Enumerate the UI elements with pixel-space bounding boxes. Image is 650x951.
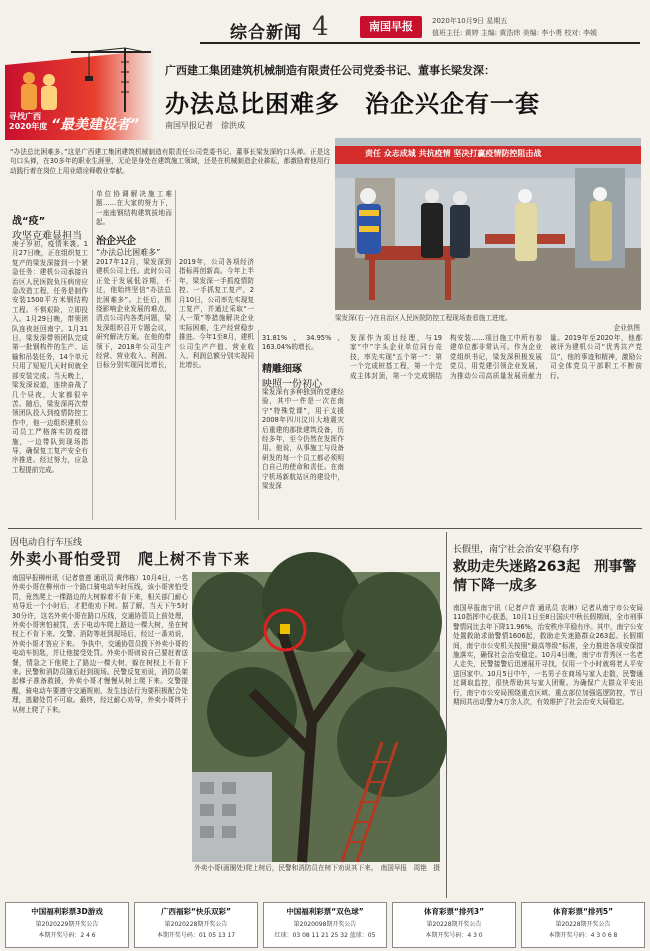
photo-banner-text: 责任 众志成城 共抗疫情 坚决打赢疫情防控阻击战 xyxy=(365,149,542,158)
right-kicker: 长假里，南宁社会治安平稳有序 xyxy=(453,545,580,555)
subhead-craftsmanship-sub: 映照一份初心 xyxy=(262,379,322,390)
lead-byline: 南国早报记者 徐洪成 xyxy=(165,121,245,130)
ad-title: 体育彩票“排列3” xyxy=(423,907,485,916)
construction-site-image xyxy=(335,138,641,310)
right-body: 南国早报南宁讯（记者卢青 通讯员 农琳）记者从南宁市公安局110指挥中心获悉，10月1日至8日国庆中秋长假期间，全市刑事警情同比去年下降11.96%，治安秩序平稳有序。其中，南宁公安处置救助求助警情1606起，救助走失迷路群众263起。长假期间，南宁市公安机关按照“最高等级”标准，全力推进各项安保措施落实，确保社会治安稳定。10月4日晚，南宁市青秀区一名老人走失，民警接警后迅速展开寻找，仅用一个小时就将老人平安送回家中。10月5日中午，一名男子在商场与家人走散，民警通过调取监控，很快帮助其与家人团聚。为确保广大群众平安出行，南宁市公安局围绕重点区域、重点部位加强巡逻防控，节日期间共出动警力4万余人次，有效维护了社会治安大局稳定。 xyxy=(453,604,643,707)
subhead-fight-epidemic-sub: 攻坚克难显担当 xyxy=(12,231,82,242)
lead-column-3: 梁发深有多种独到的党建经验，其中一件是一次在南宁“特殊党课”，用于支援2008年四川汶川大地震灾后重建的那批建筑设备，历经多年，至今仍然在发挥作用。他说，从事施工与设备研发的每一个员工都必须明白自己的使命和责任。在南宁机场新航站区的建设中，梁发深 xyxy=(262,388,344,491)
ad-pick3 xyxy=(392,902,516,948)
lead-column-4: 发深作为项目经理，与19家“中”字头企业单位同台竞技，率先实现“五个第一”：第一个完成桩基工程，第一个完成主体封顶，第一个完成钢结构安装……项目施工中所有参建单位都非常认可。作为企业党组织书记，梁发深积极发展党员，用党建引领企业发展，为推动公司高质量发展贡献力量。2019年至2020年，他都被评为建机公司“优秀共产党员”，他的事迹和精神，激励公司全体党员干部职工不断前行。 xyxy=(350,334,642,380)
crane-icon xyxy=(65,42,153,112)
tree-image xyxy=(192,572,440,862)
lead-kicker: 广西建工集团建筑机械制造有限责任公司党委书记、董事长梁发深： xyxy=(165,64,495,77)
lead-intro: “办法总比困难多。”这是广西建工集团建筑机械制造有限责任公司党委书记、董事长梁发深的口头禅。正是这句口头禅，在30多年的职业生涯里，无论是身处在建筑施工领域，还是在机械制造企业耕耘，都激励着他用行动践行着在岗位上用业绩诠释敬业奉献。 xyxy=(10,148,330,175)
ad-line: 第2020228期开奖公告 xyxy=(164,921,228,928)
lead-column-2: 2017年12月，梁发深到建机公司上任。此时公司正处于发展低谷期，不过，他始终坚信“办法总比困难多”。上任后，围绕影响企业发展的难点，清点公司内各类问题，梁发深组织召开专题会议，研究解决方案。在他的带领下，2018年公司生产经营、营业收入、利润、目标分别实现同比增长，2019年，公司各项经济指标再创新高。今年上半年，梁发深一手抓疫情防控、一手抓复工复产，2月10日，公司率先实现复工复产，并通过采取“一人一策”等措施解决企业实际困难，生产经营稳步推进。今年1至8月，建机公司生产产值、营业收入、利润总额分别实现同比增长。 xyxy=(96,258,254,370)
lottery-ads xyxy=(5,902,645,948)
section-title: 综合新闻 xyxy=(230,23,302,43)
ad-happy-double xyxy=(134,902,258,948)
editor-credits: 值班主任: 黄婷 主编: 黄浩炜 美编: 李小勇 校对: 李媛 xyxy=(432,29,598,37)
ad-title: 广西福彩“快乐双彩” xyxy=(161,907,231,916)
lead-column-3-lead: 31.81%、34.95%、163.04%的增长。 xyxy=(262,334,344,352)
ad-title: 中国福利彩票“双色球” xyxy=(286,907,364,916)
lead-photo-credit: 企业供图 xyxy=(613,324,640,332)
ad-3d xyxy=(5,902,129,948)
lead-photo xyxy=(335,138,641,310)
lead-sub-head-3 xyxy=(262,360,344,390)
subhead-fight-epidemic: 战“疫” xyxy=(12,216,46,227)
lead-headline: 办法总比困难多 治企兴企有一套 xyxy=(165,90,540,118)
ad-pick5 xyxy=(521,902,645,948)
ad-line: 第20228期开奖公告 xyxy=(555,921,611,928)
subhead-manage-enterprise-sub: “办法总比困难多” xyxy=(96,248,161,257)
ad-line: 本期开奖号码：2 4 6 xyxy=(38,932,96,939)
lower-left-column xyxy=(12,574,188,898)
subhead-manage-enterprise: 治企兴企 xyxy=(96,236,136,247)
ad-line: 第2020229期开奖公告 xyxy=(35,921,99,928)
page-number: 4 xyxy=(312,12,329,42)
column-rule xyxy=(92,190,93,520)
tree-photo-caption: 外卖小哥(画圈处)爬上树后，民警和消防员在树下劝说其下来。 南国早报 周艳 摄 xyxy=(194,864,440,872)
series-badge xyxy=(5,40,155,140)
tree-photo xyxy=(192,572,440,862)
ad-line: 红球：03 08 11 21 25 32 蓝球：05 xyxy=(274,932,376,939)
column-divider xyxy=(446,532,447,898)
column-rule xyxy=(258,330,259,520)
lower-kicker: 因电动自行车压线 xyxy=(10,538,83,548)
ad-line: 第20228期开奖公告 xyxy=(426,921,482,928)
issue-date: 2020年10月9日 星期五 xyxy=(432,17,508,25)
lead-photo-caption: 梁发深(右一)在自治区人民医院防控工程现场查看施工进度。 xyxy=(335,314,512,322)
subhead-craftsmanship: 精雕细琢 xyxy=(262,364,302,375)
lower-left-text-b: 争执中，交通协管员拨下外卖小哥的电动车钥匙，并让他接受处罚。外卖小哥则说自己要赶着送餐，情急之下他爬上了路边一棵大树，躲在树杈上不肯下来。民警和消防员随后赶到现场。民警反复劝说，消防员架起梯子准备救援，外卖小哥才慢慢从树上爬下来。交警提醒，骑电动车要遵守交通规则，发生违法行为要积极配合处理，逃避处罚不可取。最终，经过耐心劝导，外卖小哥终于从树上爬了下来。 xyxy=(12,639,189,714)
ad-title: 体育彩票“排列5” xyxy=(552,907,614,916)
lead-sub-head-2 xyxy=(96,232,176,258)
masthead xyxy=(200,14,640,44)
ad-line: 本期开奖号码：01 05 13 17 xyxy=(156,932,236,939)
badge-small-text: 寻找广西2020年度 xyxy=(9,112,48,131)
ad-line: 本期开奖号码：4 3 0 xyxy=(425,932,483,939)
section-divider xyxy=(8,528,642,529)
ad-line: 第2020098期开奖公告 xyxy=(293,921,357,928)
lead-sub-head-1 xyxy=(12,212,88,242)
ad-line: 本期开奖号码：4 3 0 6 8 xyxy=(548,932,618,939)
workers-silhouette-icon xyxy=(15,70,65,110)
ad-double-color xyxy=(263,902,387,948)
lower-headline: 外卖小哥怕受罚 爬上树不肯下来 xyxy=(10,550,251,568)
lead-column-1: 庚子岁初，疫情来袭。1月27日晚，正在组织复工复产的梁发深接到一个紧急任务：建机公司承接自治区人民医院负压病房应急改造工程，任务是制作安装1500平方米钢结构工程。不惧艰险，立即投入。1月29日晚，带领团队连夜赶回南宁。1月31日，梁发深带领团队完成第一批钢构件的生产、运输和吊装任务，14个单元只用了短短几天时间就全部安装完成。当天晚上，梁发深说道，连续奋战了几个昼夜，大家都很辛苦。随后，梁发深再次带领团队投入到疫情防控工作中，他一边组织建机公司员工严格落实防疫措施，一边带队到现场指导，确保复工复产安全有序推进。经过努力，应急工程提前完成。 xyxy=(12,240,88,474)
right-headline: 救助走失迷路263起 刑事警情下降一成多 xyxy=(453,559,637,594)
lead-column-2-top: 单位协调解决施工难题……在大家的努力下，一座座钢结构建筑拔地而起。 xyxy=(96,190,172,227)
lower-left-text-a: 南国早报柳州讯（记者曾莲 通讯员 黄伟栋）10月4日，一名外卖小哥在柳州市一个路口骑电动车时压线，该小哥害怕受罚，竟然爬上一棵路边的大树躲着不肯下来，相关部门耐心劝导近一个小时后，才把他劝下树。据了解，当天下午5时30分许，这名外卖小哥在路口压线，交通协管员上前处理，外卖小哥害怕被罚，丢下电动车爬上路边一棵大树，坐在树杈上不肯下来。交警、消防等赶到现场后，经过一番劝说，外卖小哥才答应下来。 xyxy=(12,574,188,648)
newspaper-logo: 南国早报 xyxy=(360,16,422,38)
ad-title: 中国福利彩票3D游戏 xyxy=(31,907,103,916)
badge-big-text: “最美建设者” xyxy=(51,117,140,133)
